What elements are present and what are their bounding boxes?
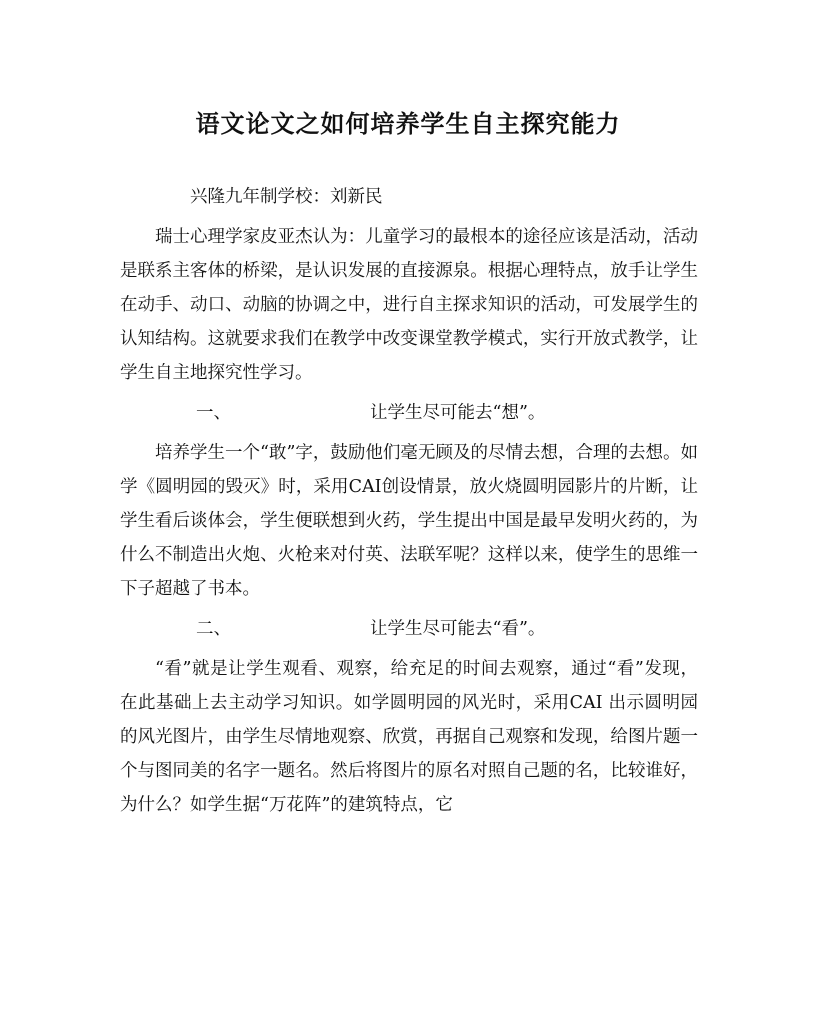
section-heading-1 [120, 396, 698, 430]
section2-paragraph: “看”就是让学生观看、观察，给充足的时间去观察，通过“看”发现，在此基础上去主动学习知识。如学圆明园的风光时，采用CAI 出示圆明园的风光图片，由学生尽情地观察、欣赏，再据自己观察和发现，给图片题一个与图同美的名字一题名。然后将图片的原名对照自己题的名，比较谁好，为什么？如学生据“万花阵”的建筑特点，它 [120, 659, 698, 815]
section-title-1: 让学生尽可能去“想”。 [370, 403, 546, 423]
section-number-1: 一、 [196, 403, 231, 423]
section-heading-2 [120, 612, 698, 646]
section-number-2: 二、 [196, 619, 231, 639]
section1-paragraph: 培养学生一个“敢”字，鼓励他们毫无顾及的尽情去想，合理的去想。如学《圆明园的毁灭》时，采用CAI创设情景，放火烧圆明园影片的片断，让学生看后谈体会，学生便联想到火药，学生提出中国是最早发明火药的，为什么不制造出火炮、火枪来对付英、法联军呢？这样以来，使学生的思维一下子超越了书本。 [120, 443, 698, 599]
intro-paragraph: 瑞士心理学家皮亚杰认为：儿童学习的最根本的途径应该是活动，活动是联系主客体的桥梁，是认识发展的直接源泉。根据心理特点，放手让学生在动手、动口、动脑的协调之中，进行自主探求知识的活动，可发展学生的认知结构。这就要求我们在教学中改变课堂教学模式，实行开放式教学，让学生自主地探究性学习。 [120, 227, 698, 383]
document-title: 语文论文之如何培养学生自主探究能力 [195, 109, 621, 138]
section-title-2: 让学生尽可能去“看”。 [370, 619, 546, 639]
author-line: 兴隆九年制学校：刘新民 [190, 187, 383, 207]
document-body [120, 180, 698, 822]
